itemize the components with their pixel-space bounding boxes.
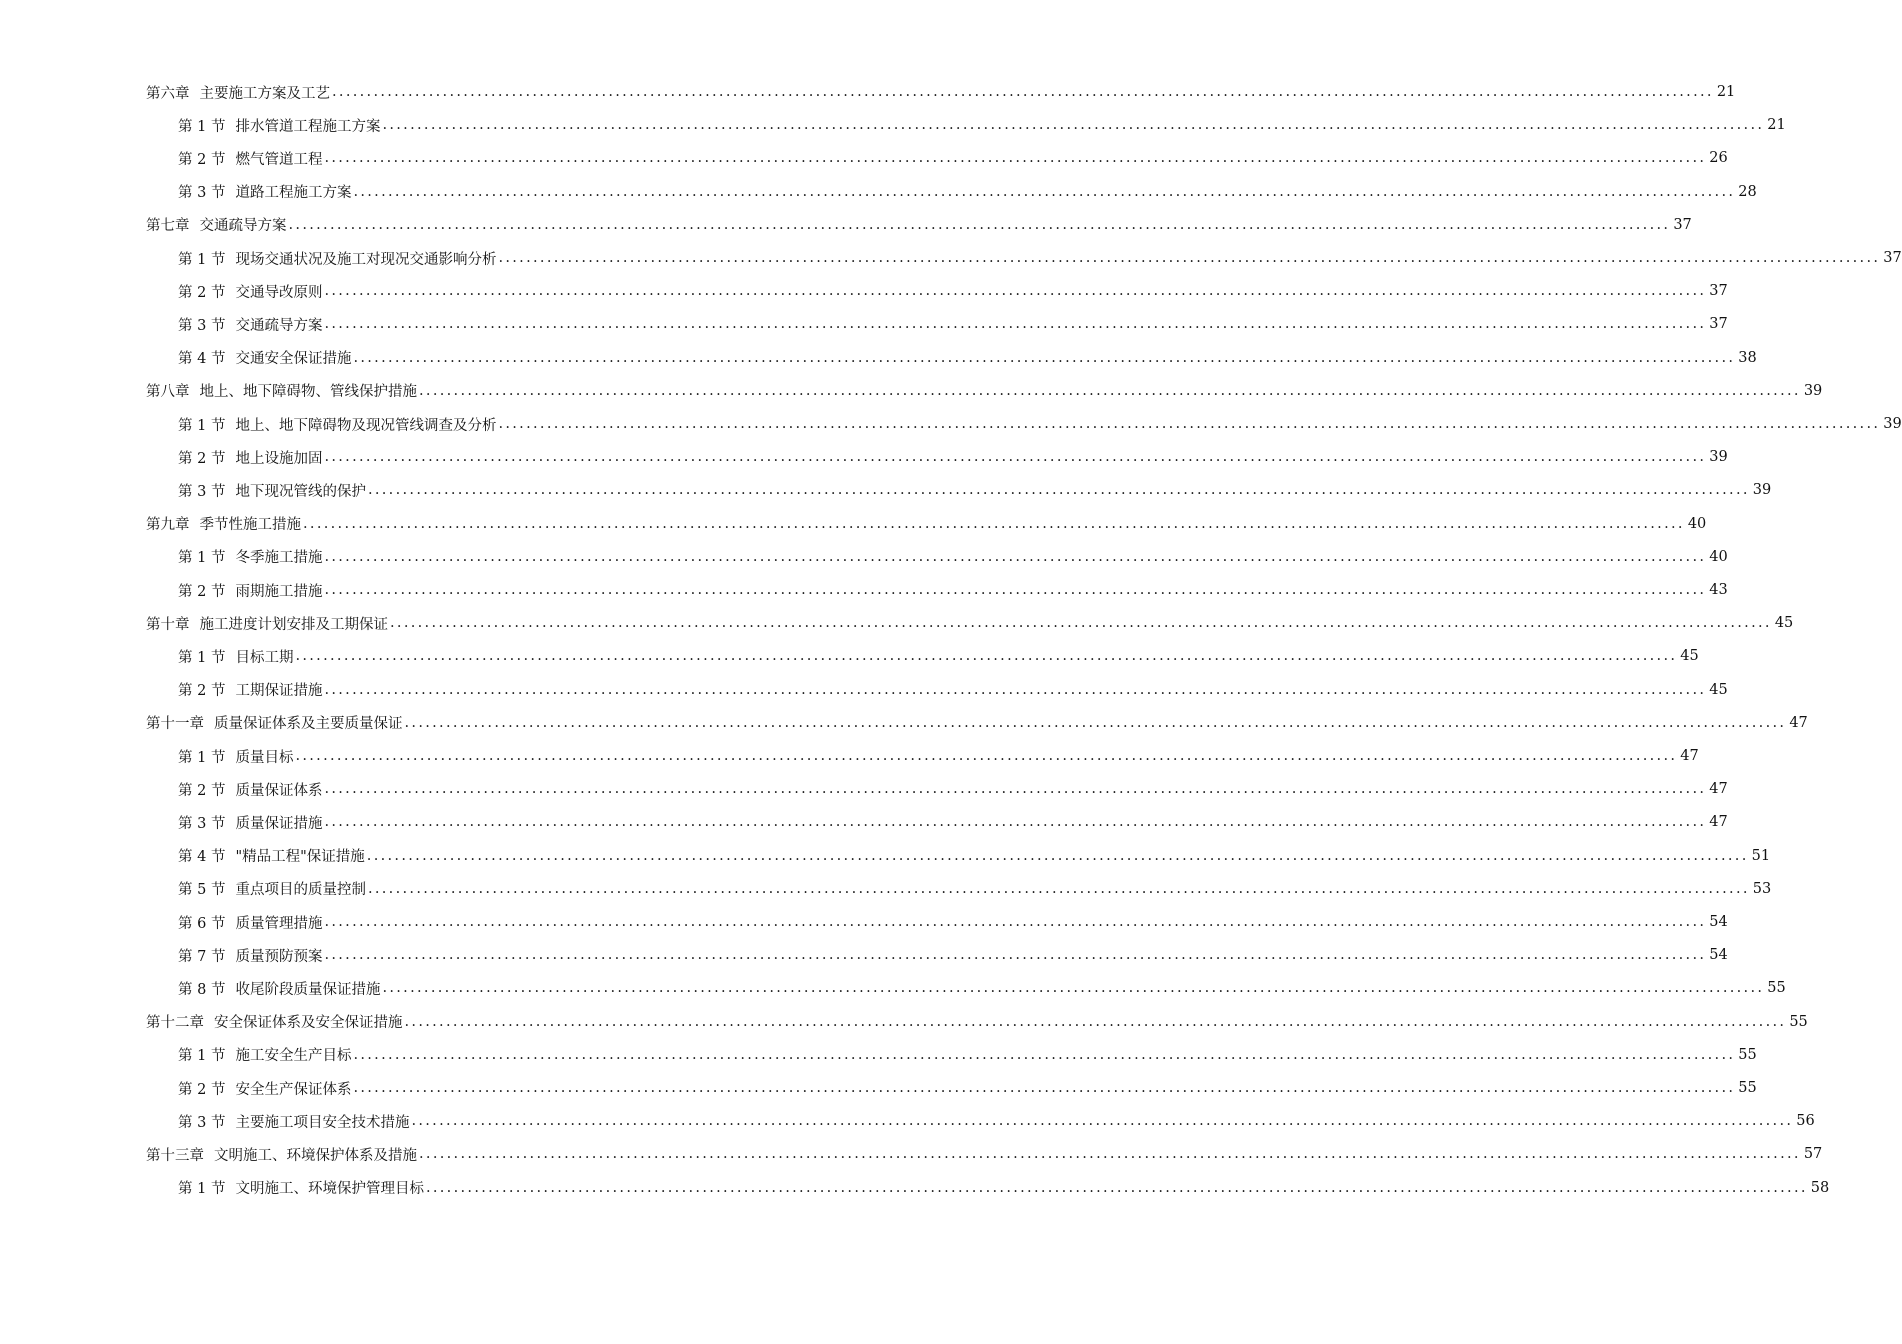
toc-entry-title: 目标工期 [235,649,294,666]
toc-entry-page: 21 [1716,84,1736,100]
toc-section-entry[interactable] [178,976,1786,1000]
toc-entry-number: 第 1 节 [178,1181,226,1198]
toc-entry-number: 第 7 节 [178,948,226,965]
toc-section-entry[interactable] [178,678,1728,702]
toc-entry-title: 现场交通状况及施工对现况交通影响分析 [235,251,497,268]
toc-dot-leader: ........................................................................................................................................................................................................ [324,548,1707,565]
toc-entry-number: 第 8 节 [178,981,226,998]
toc-dot-leader: ........................................................................................................................................................................................................ [324,681,1707,698]
toc-chapter-entry[interactable] [146,1010,1808,1034]
toc-dot-leader: ........................................................................................................................................................................................................ [411,1113,1794,1130]
toc-entry-page: 45 [1709,681,1728,698]
toc-section-entry[interactable] [178,312,1728,336]
toc-dot-leader: ........................................................................................................................................................................................................ [353,183,1736,200]
toc-entry-number: 第 1 节 [178,749,226,766]
toc-entry-title: 交通疏导方案 [235,317,323,334]
toc-dot-leader: ........................................................................................................................................................................................................ [324,814,1707,831]
toc-entry-page: 26 [1709,150,1728,167]
toc-dot-leader: ........................................................................................................................................................................................................ [498,250,1881,266]
toc-entry-number: 第 1 节 [178,550,226,567]
toc-entry-page: 39 [1883,416,1902,432]
toc-section-entry[interactable] [178,578,1728,602]
toc-entry-title: 质量目标 [235,749,294,766]
toc-section-entry[interactable] [178,1176,1830,1200]
toc-entry-page: 47 [1709,781,1728,798]
toc-entry-number: 第九章 [146,517,190,534]
toc-entry-title: 安全保证体系及安全保证措施 [214,1015,403,1032]
toc-entry-number: 第 2 节 [178,151,226,168]
toc-entry-page: 51 [1751,847,1771,864]
toc-dot-leader: ........................................................................................................................................................................................................ [295,648,1678,665]
toc-chapter-entry[interactable] [146,1142,1823,1166]
toc-dot-leader: ........................................................................................................................................................................................................ [382,980,1765,997]
toc-entry-title: 质量保证体系 [235,782,323,799]
toc-entry-title: 安全生产保证体系 [235,1081,352,1098]
toc-entry-title: 道路工程施工方案 [235,185,352,202]
toc-entry-title: 交通导改原则 [235,284,323,301]
toc-entry-title: 主要施工方案及工艺 [199,85,330,102]
toc-entry-title: 质量预防预案 [235,948,323,965]
toc-section-entry[interactable] [178,279,1728,303]
toc-chapter-entry[interactable] [146,512,1707,536]
toc-entry-page: 39 [1752,482,1772,499]
toc-entry-title: 地上设施加固 [235,450,323,467]
toc-entry-page: 37 [1883,250,1902,266]
toc-entry-title: 季节性施工措施 [199,517,301,534]
toc-dot-leader: ........................................................................................................................................................................................................ [332,84,1714,100]
toc-entry-page: 37 [1673,216,1692,233]
toc-entry-title: 雨期施工措施 [235,583,323,600]
toc-section-entry[interactable] [178,146,1728,170]
toc-entry-number: 第 1 节 [178,251,226,268]
toc-entry-number: 第 1 节 [178,118,226,135]
toc-entry-title: 冬季施工措施 [235,550,323,567]
toc-chapter-entry[interactable] [146,711,1808,735]
toc-section-entry[interactable] [178,910,1728,934]
toc-entry-title: 质量管理措施 [235,915,323,932]
toc-entry-number: 第 3 节 [178,815,226,832]
toc-entry-number: 第 2 节 [178,1081,226,1098]
toc-entry-page: 40 [1709,548,1728,565]
toc-section-entry[interactable] [178,445,1728,469]
toc-entry-page: 47 [1680,748,1699,764]
toc-dot-leader: ........................................................................................................................................................................................................ [288,216,1671,233]
toc-entry-number: 第 3 节 [178,1114,226,1131]
toc-section-entry[interactable] [178,412,1902,436]
toc-section-entry[interactable] [178,246,1902,270]
toc-entry-title: 交通安全保证措施 [235,351,352,368]
toc-section-entry[interactable] [178,545,1728,569]
toc-dot-leader: ........................................................................................................................................................................................................ [353,349,1736,366]
toc-entry-title: 燃气管道工程 [235,151,323,168]
toc-entry-number: 第十一章 [146,716,204,733]
toc-entry-page: 43 [1709,582,1728,598]
toc-entry-number: 第 1 节 [178,417,226,434]
toc-dot-leader: ........................................................................................................................................................................................................ [295,748,1678,764]
toc-dot-leader: ........................................................................................................................................................................................................ [404,714,1787,731]
toc-dot-leader: ........................................................................................................................................................................................................ [404,1013,1787,1030]
toc-entry-title: 工期保证措施 [235,683,323,700]
toc-entry-title: "精品工程"保证措施 [235,849,365,866]
toc-chapter-entry[interactable] [146,379,1823,403]
toc-entry-page: 56 [1796,1113,1815,1130]
toc-entry-page: 53 [1752,880,1772,897]
toc-entry-page: 47 [1709,814,1728,831]
toc-entry-page: 40 [1687,515,1707,532]
toc-entry-page: 58 [1810,1179,1830,1196]
toc-entry-page: 37 [1709,283,1728,300]
toc-dot-leader: ........................................................................................................................................................................................................ [324,316,1707,333]
toc-entry-page: 55 [1738,1080,1757,1096]
toc-section-entry[interactable] [178,113,1786,137]
toc-entry-number: 第 3 节 [178,317,226,334]
toc-dot-leader: ........................................................................................................................................................................................................ [382,117,1765,134]
toc-entry-title: 地上、地下障碍物、管线保护措施 [199,384,417,401]
toc-dot-leader: ........................................................................................................................................................................................................ [353,1046,1736,1063]
toc-dot-leader: ........................................................................................................................................................................................................ [303,515,1685,532]
toc-entry-number: 第 2 节 [178,284,226,301]
toc-entry-title: 地下现况管线的保护 [235,483,366,500]
toc-entry-number: 第十三章 [146,1147,204,1164]
toc-entry-page: 55 [1767,980,1786,997]
toc-dot-leader: ........................................................................................................................................................................................................ [324,449,1707,466]
toc-dot-leader: ........................................................................................................................................................................................................ [324,947,1707,964]
toc-entry-title: 地上、地下障碍物及现况管线调查及分析 [235,417,497,434]
toc-entry-number: 第十章 [146,616,190,633]
toc-section-entry[interactable] [178,1043,1757,1067]
toc-entry-title: 排水管道工程施工方案 [235,118,381,135]
toc-entry-page: 38 [1738,349,1757,366]
toc-entry-number: 第七章 [146,218,190,235]
toc-entry-title: 质量保证体系及主要质量保证 [214,716,403,733]
toc-section-entry[interactable] [178,777,1728,801]
toc-entry-number: 第 2 节 [178,583,226,600]
toc-entry-number: 第 2 节 [178,450,226,467]
toc-entry-title: 主要施工项目安全技术措施 [235,1114,410,1131]
toc-dot-leader: ........................................................................................................................................................................................................ [324,283,1707,300]
toc-entry-page: 55 [1789,1013,1808,1030]
toc-chapter-entry[interactable] [146,611,1794,635]
toc-entry-page: 47 [1789,714,1808,731]
toc-entry-page: 54 [1709,947,1728,964]
toc-entry-title: 交通疏导方案 [199,218,287,235]
toc-section-entry[interactable] [178,1076,1757,1100]
toc-section-entry[interactable] [178,1109,1815,1133]
toc-entry-number: 第 1 节 [178,649,226,666]
toc-entry-page: 45 [1680,648,1699,665]
toc-entry-number: 第六章 [146,85,190,102]
toc-entry-number: 第 3 节 [178,185,226,202]
toc-section-entry[interactable] [178,478,1772,502]
toc-entry-page: 28 [1738,183,1757,200]
toc-entry-page: 21 [1767,117,1786,134]
toc-entry-number: 第 3 节 [178,483,226,500]
toc-entry-number: 第 6 节 [178,915,226,932]
toc-entry-number: 第 2 节 [178,782,226,799]
toc-dot-leader: ........................................................................................................................................................................................................ [324,781,1707,798]
toc-entry-number: 第 4 节 [178,849,226,866]
toc-entry-page: 45 [1774,615,1794,632]
toc-section-entry[interactable] [178,844,1771,868]
toc-entry-title: 收尾阶段质量保证措施 [235,981,381,998]
toc-dot-leader: ........................................................................................................................................................................................................ [324,582,1707,598]
toc-entry-number: 第八章 [146,384,190,401]
toc-dot-leader: ........................................................................................................................................................................................................ [367,880,1750,897]
toc-entry-page: 57 [1803,1146,1823,1163]
toc-section-entry[interactable] [178,943,1728,967]
toc-entry-page: 39 [1803,382,1823,399]
toc-dot-leader: ........................................................................................................................................................................................................ [353,1080,1736,1096]
toc-entry-page: 54 [1709,914,1728,930]
toc-section-entry[interactable] [178,180,1757,204]
toc-section-entry[interactable] [178,810,1728,834]
toc-entry-number: 第 1 节 [178,1048,226,1065]
toc-dot-leader: ........................................................................................................................................................................................................ [419,1146,1801,1163]
toc-entry-number: 第 5 节 [178,882,226,899]
toc-dot-leader: ........................................................................................................................................................................................................ [498,416,1881,432]
toc-entry-title: 施工安全生产目标 [235,1048,352,1065]
toc-entry-title: 文明施工、环境保护管理目标 [235,1181,424,1198]
toc-entry-number: 第 4 节 [178,351,226,368]
toc-dot-leader: ........................................................................................................................................................................................................ [425,1179,1808,1196]
toc-section-entry[interactable] [178,346,1757,370]
toc-entry-number: 第 2 节 [178,683,226,700]
toc-dot-leader: ........................................................................................................................................................................................................ [366,847,1749,864]
toc-dot-leader: ........................................................................................................................................................................................................ [324,914,1707,930]
toc-entry-page: 55 [1738,1046,1757,1063]
toc-entry-title: 重点项目的质量控制 [235,882,366,899]
toc-chapter-entry[interactable] [146,213,1692,237]
toc-entry-title: 施工进度计划安排及工期保证 [199,616,388,633]
toc-section-entry[interactable] [178,877,1772,901]
toc-dot-leader: ........................................................................................................................................................................................................ [324,150,1707,167]
toc-dot-leader: ........................................................................................................................................................................................................ [419,382,1801,399]
toc-entry-title: 文明施工、环境保护体系及措施 [214,1147,417,1164]
toc-entry-page: 39 [1709,449,1728,466]
toc-chapter-entry[interactable] [146,80,1736,104]
toc-entry-number: 第十二章 [146,1015,204,1032]
toc-entry-page: 37 [1709,316,1728,333]
toc-dot-leader: ........................................................................................................................................................................................................ [390,615,1772,632]
toc-section-entry[interactable] [178,644,1699,668]
toc-dot-leader: ........................................................................................................................................................................................................ [367,482,1750,499]
toc-section-entry[interactable] [178,744,1699,768]
toc-entry-title: 质量保证措施 [235,815,323,832]
